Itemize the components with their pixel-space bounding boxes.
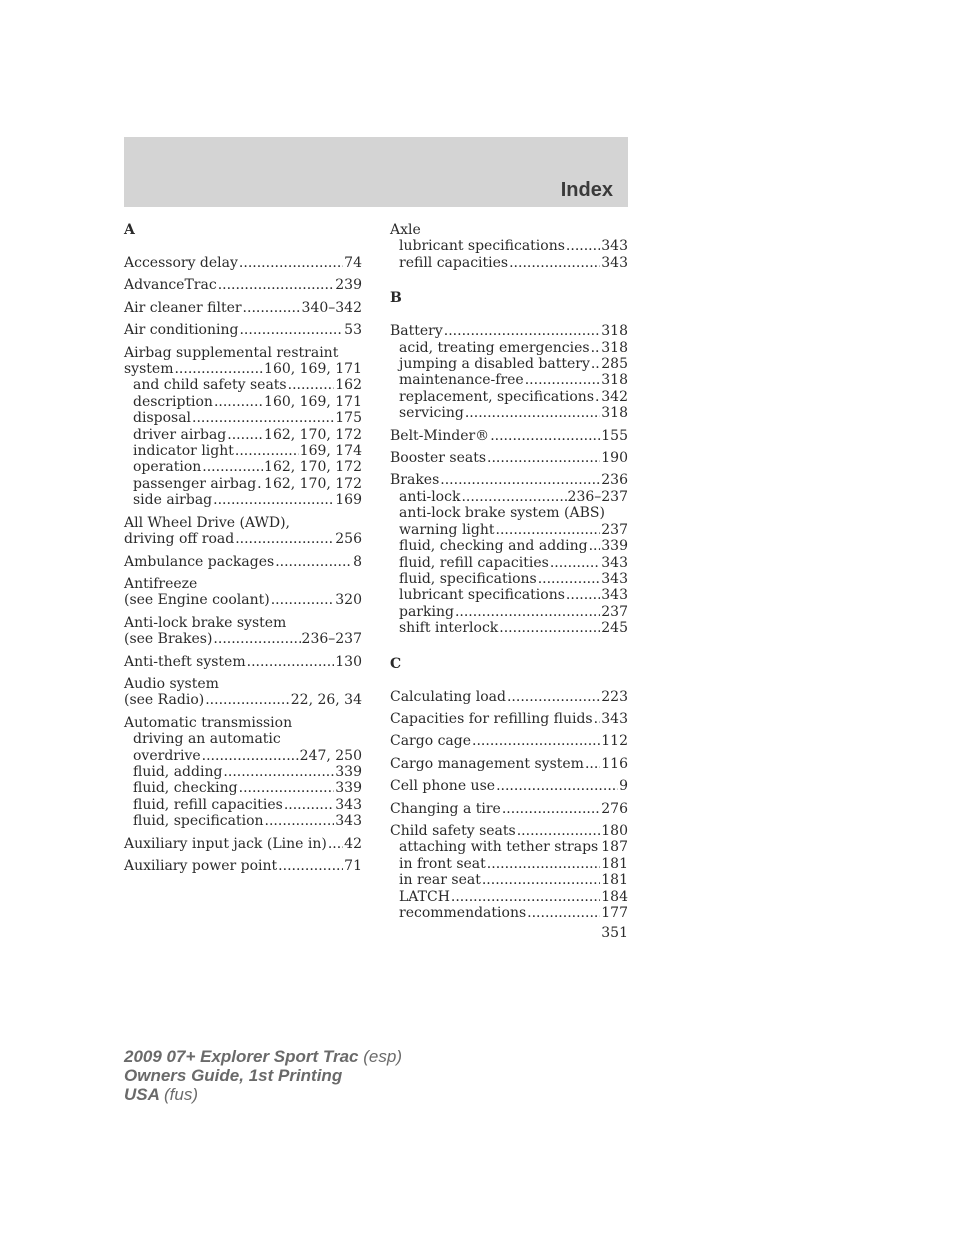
entry-page-ref: 169 (335, 492, 362, 509)
dot-leader (594, 711, 601, 727)
entry-page-ref: 74 (344, 255, 362, 271)
index-subentry (390, 340, 628, 356)
entry-page-ref: 285 (601, 356, 628, 373)
index-subentry (390, 356, 628, 372)
section-spacer (124, 238, 362, 255)
index-subentry (390, 505, 628, 521)
entry-page-ref: 130 (335, 653, 362, 670)
entry-page-ref: 181 (601, 872, 628, 889)
index-entry (124, 715, 362, 830)
entry-term: Accessory delay (124, 255, 238, 271)
index-subentry (124, 764, 362, 780)
dot-leader (566, 238, 600, 254)
index-entry (124, 322, 362, 338)
entry-page-ref: 340–342 (301, 299, 362, 316)
entry-term: Anti-theft system (124, 653, 246, 670)
entry-page-ref: 71 (344, 858, 362, 874)
entry-term: jumping a disabled battery (399, 356, 590, 373)
entry-page-ref: 180 (601, 822, 628, 839)
entry-term: fluid, specification (133, 813, 264, 830)
index-subentry (124, 476, 362, 492)
index-entry (124, 515, 362, 548)
index-entry-line (124, 277, 362, 293)
index-subentry (390, 372, 628, 388)
entry-page-ref: 8 (353, 553, 362, 570)
entry-term: Axle (390, 222, 421, 238)
dot-leader (227, 427, 263, 443)
entry-page-ref: 318 (601, 339, 628, 356)
entry-term: anti-lock brake system (ABS) (399, 505, 605, 522)
entry-term: passenger airbag (133, 475, 257, 492)
entry-page-ref: 190 (601, 450, 628, 467)
dot-leader (472, 733, 600, 749)
index-entry-line (124, 361, 362, 377)
entry-page-ref: 42 (344, 835, 362, 852)
entry-page-ref: 162, 170, 172 (264, 459, 362, 476)
dot-leader (223, 764, 334, 780)
entry-term: recommendations (399, 905, 527, 921)
index-subentry (390, 405, 628, 421)
entry-term: Airbag supplemental restraint (124, 344, 339, 361)
index-entry-line (390, 733, 628, 749)
index-entry-line (124, 836, 362, 852)
entry-term: fluid, checking and adding (399, 538, 588, 555)
entry-term: attaching with tether straps (399, 839, 599, 856)
dot-leader (482, 872, 600, 888)
section-spacer (390, 643, 628, 656)
dot-leader (490, 428, 600, 444)
entry-term: Auxiliary power point (124, 858, 278, 874)
entry-term: All Wheel Drive (AWD), (124, 514, 290, 531)
entry-page-ref: 343 (335, 813, 362, 830)
index-entry (390, 689, 628, 705)
index-entry-line (124, 322, 362, 338)
entry-term: refill capacities (399, 254, 509, 271)
index-subentry (390, 905, 628, 921)
index-entry-line (390, 823, 628, 839)
footer-market-code: (fus) (164, 1085, 198, 1104)
entry-term: shift interlock (399, 620, 499, 637)
index-subentry (390, 238, 628, 254)
index-subentry (124, 394, 362, 410)
dot-leader (487, 450, 600, 466)
dot-leader (499, 620, 600, 636)
index-subentry (124, 410, 362, 426)
entry-term: Cargo cage (390, 733, 472, 750)
index-entry (390, 222, 628, 271)
entry-term: AdvanceTrac (124, 277, 217, 294)
entry-term: warning light (399, 521, 495, 538)
entry-page-ref: 339 (335, 763, 362, 780)
entry-page-ref: 162 (335, 377, 362, 394)
entry-term: servicing (399, 405, 464, 422)
entry-page-ref: 245 (601, 620, 628, 637)
entry-page-ref: 256 (335, 531, 362, 548)
dot-leader (487, 856, 600, 872)
index-entry (390, 428, 628, 444)
dot-leader (284, 797, 334, 813)
dot-leader (527, 905, 600, 921)
index-entry (124, 300, 362, 316)
entry-page-ref: 318 (601, 323, 628, 340)
dot-leader (235, 443, 299, 459)
page-title: Index (560, 179, 613, 201)
index-entry-line (124, 592, 362, 608)
index-entry-line (390, 428, 628, 444)
footer-line-1 (124, 1047, 402, 1066)
section-spacer (390, 672, 628, 689)
entry-page-ref: 237 (601, 521, 628, 538)
entry-page-ref: 53 (344, 322, 362, 339)
document-footer (124, 1047, 402, 1104)
entry-page-ref: 343 (601, 554, 628, 571)
index-subentry (390, 872, 628, 888)
index-subentry (390, 389, 628, 405)
index-subentry (390, 522, 628, 538)
footer-line-3 (124, 1085, 402, 1104)
index-entry (124, 576, 362, 609)
dot-leader (239, 780, 335, 796)
entry-page-ref: 247, 250 (299, 747, 362, 764)
entry-term: driving an automatic (133, 731, 281, 748)
section-letter: A (124, 222, 135, 238)
entry-term: (see Engine coolant) (124, 592, 270, 609)
entry-term: Air cleaner filter (124, 299, 242, 316)
index-entry-line (124, 300, 362, 316)
index-subentry (390, 555, 628, 571)
entry-page-ref: 343 (601, 570, 628, 587)
dot-leader (257, 476, 263, 492)
entry-page-ref: 343 (601, 710, 628, 727)
index-subentry (124, 813, 362, 829)
entry-page-ref: 318 (601, 372, 628, 389)
entry-page-ref: 22, 26, 34 (290, 692, 362, 709)
index-entry-line (390, 801, 628, 817)
entry-term: Automatic transmission (124, 714, 293, 731)
index-subentry (124, 443, 362, 459)
entry-term: in rear seat (399, 872, 481, 889)
index-entry (124, 554, 362, 570)
entry-page-ref: 177 (601, 905, 628, 921)
entry-term: Antifreeze (124, 575, 198, 592)
index-entry-line (124, 531, 362, 547)
index-entry (390, 733, 628, 749)
entry-term: replacement, specifications (399, 388, 595, 405)
index-subentry (390, 604, 628, 620)
index-column-left (124, 222, 362, 880)
dot-leader (239, 322, 343, 338)
index-subentry (390, 620, 628, 636)
index-subentry (390, 839, 628, 855)
index-entry (124, 277, 362, 293)
dot-leader (496, 778, 618, 794)
index-entry-line (390, 472, 628, 488)
dot-leader (509, 255, 600, 271)
dot-leader (591, 356, 600, 372)
dot-leader (525, 372, 601, 388)
dot-leader (507, 689, 600, 705)
index-entry-line (124, 576, 362, 592)
entry-page-ref: 162, 170, 172 (264, 475, 362, 492)
entry-term: Battery (390, 323, 443, 340)
entry-page-ref: 239 (335, 277, 362, 294)
entry-page-ref: 343 (335, 796, 362, 813)
dot-leader (218, 277, 335, 293)
index-entry (124, 615, 362, 648)
dot-leader (328, 836, 343, 852)
entry-term: system (124, 361, 174, 378)
entry-page-ref: 343 (601, 254, 628, 271)
section-letter: B (390, 290, 402, 307)
entry-term: Cell phone use (390, 778, 496, 795)
entry-term: fluid, refill capacities (133, 796, 283, 813)
entry-term: indicator light (133, 443, 234, 460)
index-subentry (124, 459, 362, 475)
index-subentry (124, 492, 362, 508)
entry-term: Brakes (390, 472, 440, 489)
entry-page-ref: 236 (601, 472, 628, 489)
entry-page-ref: 320 (335, 592, 362, 609)
index-entry-line (390, 756, 628, 772)
index-entry-line (124, 631, 362, 647)
entry-term: fluid, specifications (399, 570, 537, 587)
dot-leader (235, 531, 334, 547)
entry-term: Air conditioning (124, 322, 239, 339)
entry-page-ref: 237 (601, 603, 628, 620)
index-subentry (390, 489, 628, 505)
section-spacer (390, 306, 628, 323)
footer-market: USA (124, 1085, 160, 1104)
dot-leader (243, 300, 301, 316)
dot-leader (461, 489, 566, 505)
dot-leader (444, 323, 600, 339)
index-entry-line (124, 676, 362, 692)
dot-leader (465, 405, 600, 421)
entry-page-ref: 160, 169, 171 (264, 361, 362, 378)
footer-line-2: Owners Guide, 1st Printing (124, 1066, 343, 1085)
entry-term: driver airbag (133, 426, 227, 443)
dot-leader (496, 522, 601, 538)
entry-page-ref: 236–237 (567, 488, 628, 505)
entry-page-ref: 236–237 (301, 631, 362, 648)
dot-leader (275, 554, 352, 570)
index-subentry (124, 797, 362, 813)
entry-term: disposal (133, 410, 192, 427)
entry-page-ref: 342 (601, 388, 628, 405)
index-entry-line (124, 692, 362, 708)
index-entry-line (124, 654, 362, 670)
index-subentry (124, 780, 362, 796)
index-entry (124, 836, 362, 852)
index-header-band (124, 137, 628, 207)
index-subentry (124, 427, 362, 443)
entry-term: description (133, 393, 213, 410)
entry-term: Cargo management system (390, 755, 584, 772)
entry-term: fluid, adding (133, 763, 223, 780)
dot-leader (239, 255, 343, 271)
entry-term: Anti-lock brake system (124, 614, 287, 631)
dot-leader (538, 571, 601, 587)
dot-leader (271, 592, 335, 608)
dot-leader (192, 410, 334, 426)
entry-page-ref: 339 (335, 780, 362, 797)
index-entry-line (390, 778, 628, 794)
dot-leader (595, 389, 600, 405)
dot-leader (502, 801, 600, 817)
dot-leader (451, 889, 600, 905)
entry-term: lubricant specifications (399, 238, 565, 255)
entry-term: fluid, refill capacities (399, 554, 549, 571)
index-entry (124, 654, 362, 670)
dot-leader (589, 538, 601, 554)
dot-leader (440, 472, 600, 488)
dot-leader (591, 340, 601, 356)
index-entry-line (124, 345, 362, 361)
dot-leader (205, 692, 290, 708)
entry-term: Calculating load (390, 688, 506, 705)
entry-term: in front seat (399, 855, 486, 872)
index-subentry (390, 889, 628, 905)
index-entry-line (390, 323, 628, 339)
index-column-right (390, 222, 628, 927)
dot-leader (202, 748, 299, 764)
index-entry (390, 778, 628, 794)
entry-term: side airbag (133, 492, 213, 509)
entry-term: driving off road (124, 531, 235, 548)
entry-page-ref: 343 (601, 587, 628, 604)
dot-leader (214, 394, 263, 410)
entry-term: Changing a tire (390, 800, 501, 817)
index-subentry (124, 748, 362, 764)
entry-term: acid, treating emergencies (399, 339, 590, 356)
dot-leader (278, 858, 343, 874)
entry-page-ref: 162, 170, 172 (264, 426, 362, 443)
index-entry-line (124, 615, 362, 631)
index-subentry (124, 731, 362, 747)
entry-term: Ambulance packages (124, 553, 275, 570)
index-entry (390, 823, 628, 921)
entry-term: maintenance-free (399, 372, 524, 389)
index-entry (124, 858, 362, 874)
index-subentry (390, 255, 628, 271)
entry-page-ref: 223 (601, 688, 628, 705)
index-entry-line (390, 222, 628, 238)
entry-term: Booster seats (390, 450, 487, 467)
index-subentry (390, 571, 628, 587)
page-number: 351 (601, 925, 628, 941)
entry-term: parking (399, 603, 454, 620)
index-entry-line (124, 255, 362, 271)
index-entry (124, 345, 362, 509)
entry-term: anti-lock (399, 488, 461, 505)
entry-page-ref: 187 (601, 839, 628, 856)
dot-leader (517, 823, 601, 839)
dot-leader (202, 459, 263, 475)
entry-page-ref: 181 (601, 855, 628, 872)
entry-page-ref: 116 (601, 755, 628, 772)
entry-term: lubricant specifications (399, 587, 565, 604)
index-subentry (390, 856, 628, 872)
entry-page-ref: 276 (601, 800, 628, 817)
dot-leader (599, 839, 600, 855)
footer-model: 2009 07+ Explorer Sport Trac (124, 1047, 359, 1066)
entry-term: LATCH (399, 888, 450, 905)
entry-term: (see Brakes) (124, 631, 213, 648)
index-entry (124, 255, 362, 271)
entry-term: Audio system (124, 675, 219, 692)
entry-page-ref: 160, 169, 171 (264, 393, 362, 410)
index-entry (390, 756, 628, 772)
index-entry-line (390, 711, 628, 727)
index-entry-line (124, 554, 362, 570)
index-entry (390, 472, 628, 636)
entry-page-ref: 318 (601, 405, 628, 422)
index-entry (390, 450, 628, 466)
dot-leader (566, 587, 600, 603)
index-entry-line (124, 515, 362, 531)
entry-page-ref: 169, 174 (299, 443, 362, 460)
entry-page-ref: 184 (601, 888, 628, 905)
entry-term: overdrive (133, 747, 201, 764)
dot-leader (585, 756, 600, 772)
index-subentry (124, 377, 362, 393)
entry-term: Auxiliary input jack (Line in) (124, 835, 327, 852)
index-entry (124, 676, 362, 709)
entry-page-ref: 112 (601, 733, 628, 750)
entry-term: Capacities for refilling fluids (390, 710, 593, 727)
entry-term: Child safety seats (390, 822, 516, 839)
index-entry-line (390, 689, 628, 705)
entry-page-ref: 339 (601, 538, 628, 555)
footer-model-code: (esp) (363, 1047, 402, 1066)
dot-leader (174, 361, 263, 377)
index-entry (390, 323, 628, 421)
entry-page-ref: 343 (601, 238, 628, 255)
dot-leader (288, 377, 335, 393)
entry-page-ref: 175 (335, 410, 362, 427)
entry-term: operation (133, 459, 202, 476)
entry-term: and child safety seats (133, 377, 287, 394)
index-entry (390, 801, 628, 817)
dot-leader (247, 654, 335, 670)
dot-leader (265, 813, 335, 829)
entry-term: Belt-Minder® (390, 427, 490, 444)
index-entry-line (124, 858, 362, 874)
section-spacer (390, 277, 628, 290)
dot-leader (213, 631, 300, 647)
entry-page-ref: 155 (601, 427, 628, 444)
dot-leader (550, 555, 600, 571)
index-entry-line (124, 715, 362, 731)
dot-leader (213, 492, 334, 508)
index-entry (390, 711, 628, 727)
entry-term: fluid, checking (133, 780, 238, 797)
entry-page-ref: 9 (619, 778, 628, 795)
dot-leader (455, 604, 600, 620)
section-letter: C (390, 655, 402, 672)
index-subentry (390, 538, 628, 554)
index-subentry (390, 587, 628, 603)
entry-term: (see Radio) (124, 692, 205, 709)
index-entry-line (390, 450, 628, 466)
